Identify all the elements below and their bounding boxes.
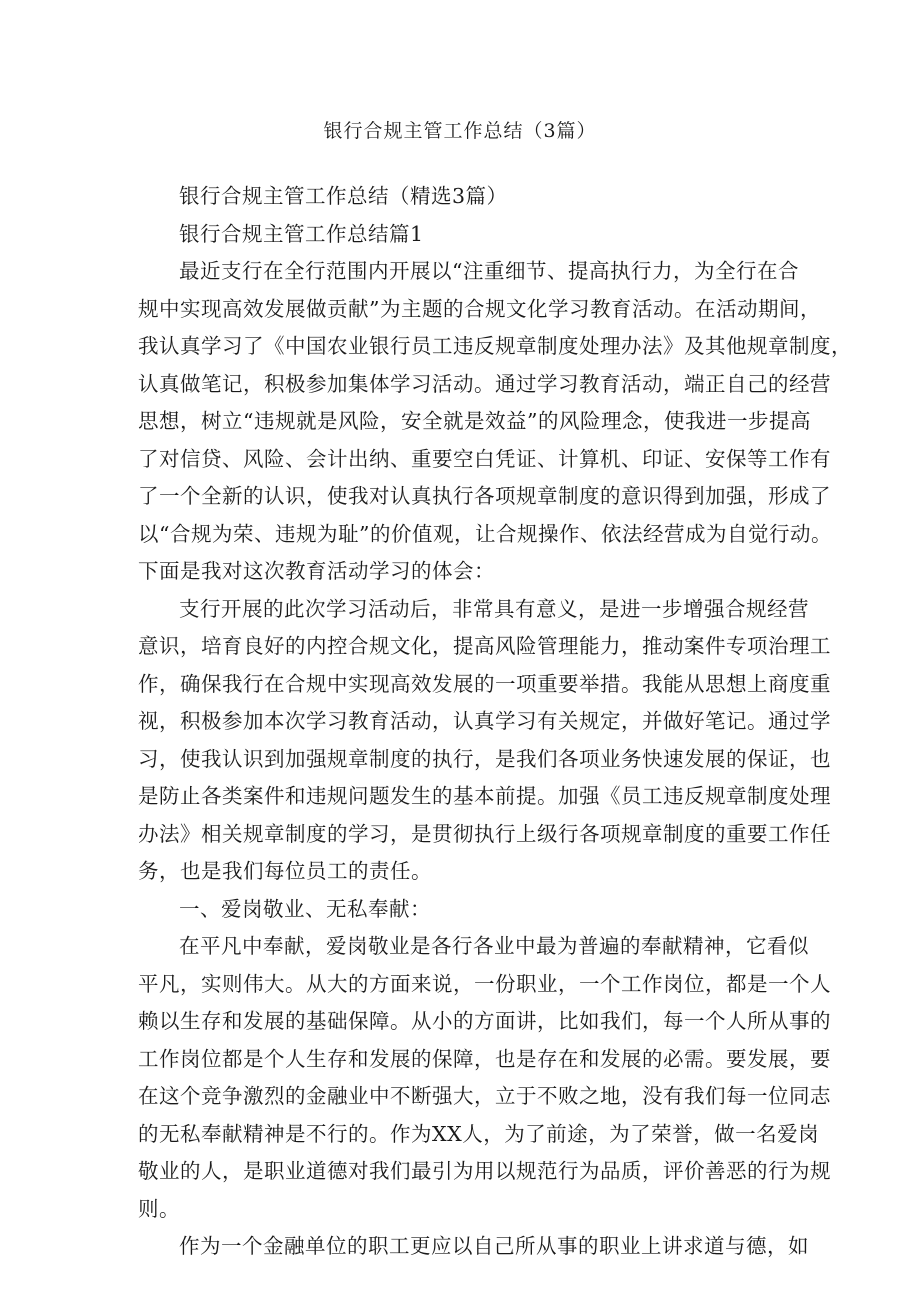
paragraph-line: 了对信贷、风险、会计出纳、重要空白凭证、计算机、印证、安保等工作有 <box>138 446 831 471</box>
paragraph-line: 规中实现高效发展做贡献”为主题的合规文化学习教育活动。在活动期间， <box>138 296 821 321</box>
paragraph-line: 下面是我对这次教育活动学习的体会： <box>138 559 495 583</box>
paragraph-line: 作为一个金融单位的职工更应以自己所从事的职业上讲求道与德，如 <box>179 1234 809 1258</box>
paragraph-line: 银行合规主管工作总结（精选3篇） <box>179 184 508 208</box>
document-title: 银行合规主管工作总结（3篇） <box>323 120 597 142</box>
paragraph-line: 最近支行在全行范围内开展以“注重细节、提高执行力，为全行在合 <box>179 259 799 283</box>
paragraph-line: 认真做笔记，积极参加集体学习活动。通过学习教育活动，端正自己的经营 <box>138 371 831 396</box>
paragraph-line: 我认真学习了《中国农业银行员工违反规章制度处理办法》及其他规章制度， <box>138 334 852 358</box>
paragraph-line: 在这个竞争激烈的金融业中不断强大，立于不败之地，没有我们每一位同志 <box>138 1084 831 1108</box>
paragraph-line: 的无私奉献精神是不行的。作为XX人，为了前途，为了荣誉，做一名爱岗 <box>138 1121 820 1146</box>
paragraph-line: 敬业的人，是职业道德对我们最引为用以规范行为品质，评价善恶的行为规 <box>138 1159 831 1183</box>
paragraph-line: 习，使我认识到加强规章制度的执行，是我们各项业务快速发展的保证，也 <box>138 746 831 771</box>
paragraph-line: 在平凡中奉献，爱岗敬业是各行各业中最为普遍的奉献精神，它看似 <box>179 934 809 958</box>
paragraph-line: 作，确保我行在合规中实现高效发展的一项重要举措。我能从思想上商度重 <box>138 671 831 696</box>
paragraph-line: 以“合规为荣、违规为耻”的价值观，让合规操作、依法经营成为自觉行动。 <box>138 521 832 546</box>
paragraph-line: 思想，树立“违规就是风险，安全就是效益”的风险理念，使我进一步提高 <box>138 409 811 433</box>
paragraph-line: 支行开展的此次学习活动后，非常具有意义，是进一步增强合规经营 <box>179 596 809 621</box>
paragraph-line: 平凡，实则伟大。从大的方面来说，一份职业，一个工作岗位，都是一个人 <box>138 971 831 996</box>
document-body <box>138 178 852 1266</box>
paragraph-line: 视，积极参加本次学习教育活动，认真学习有关规定，并做好笔记。通过学 <box>138 709 831 733</box>
paragraph-line: 工作岗位都是个人生存和发展的保障，也是存在和发展的必需。要发展，要 <box>138 1046 831 1071</box>
paragraph-line: 一、爱岗敬业、无私奉献： <box>179 896 431 921</box>
paragraph-line: 则。 <box>138 1196 180 1221</box>
paragraph-line: 赖以生存和发展的基础保障。从小的方面讲，比如我们，每一个人所从事的 <box>138 1009 831 1033</box>
paragraph-line: 银行合规主管工作总结篇1 <box>179 221 424 246</box>
paragraph-line: 了一个全新的认识，使我对认真执行各项规章制度的意识得到加强，形成了 <box>138 484 831 508</box>
paragraph-line: 办法》相关规章制度的学习，是贯彻执行上级行各项规章制度的重要工作任 <box>138 821 831 846</box>
paragraph-line: 是防止各类案件和违规问题发生的基本前提。加强《员工违反规章制度处理 <box>138 784 831 808</box>
paragraph-line: 务，也是我们每位员工的责任。 <box>138 859 432 883</box>
paragraph-line: 意识，培育良好的内控合规文化，提高风险管理能力，推动案件专项治理工 <box>138 634 831 658</box>
